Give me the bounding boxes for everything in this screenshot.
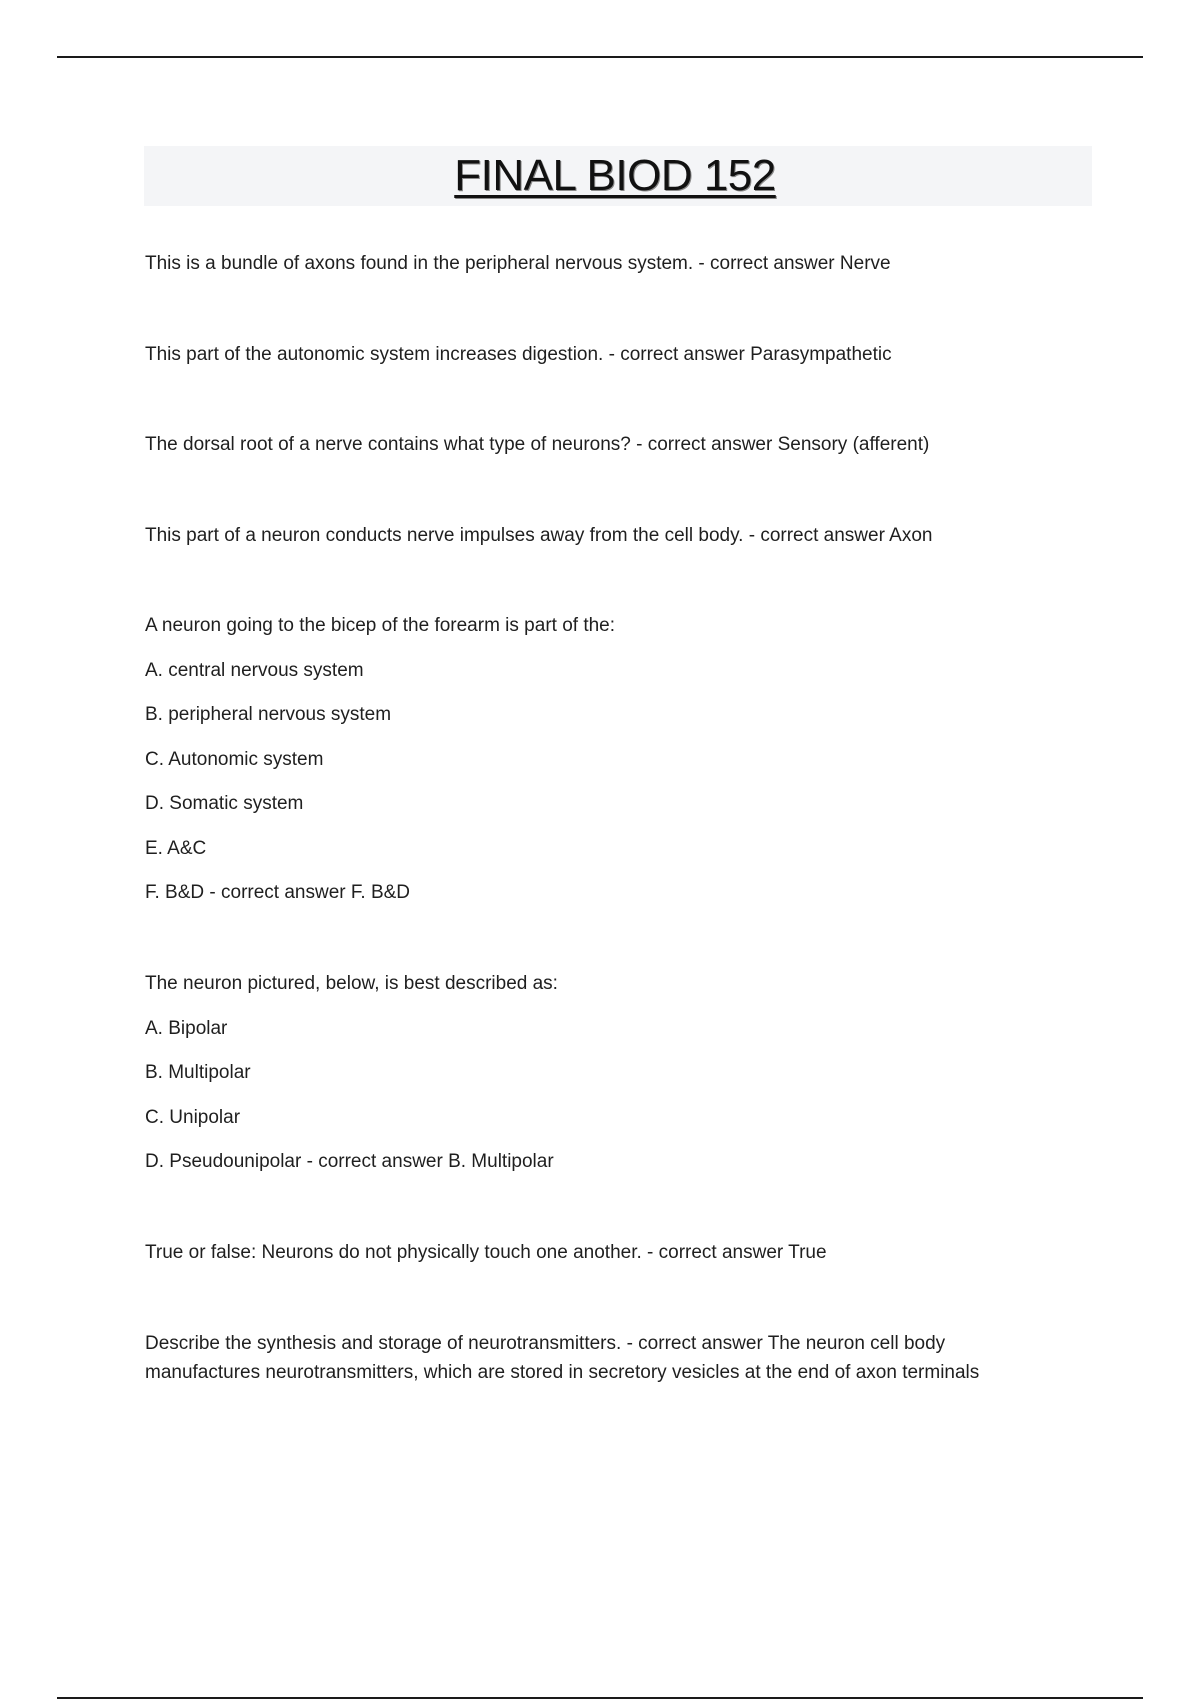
answer-option: B. peripheral nervous system [145, 704, 392, 726]
question-text: The dorsal root of a nerve contains what type of neurons? - correct answer Sensory (afferent) [145, 434, 930, 456]
question-text: This part of the autonomic system increases digestion. - correct answer Parasympathetic [145, 343, 892, 365]
question-text: This is a bundle of axons found in the peripheral nervous system. - correct answer Nerve [145, 253, 891, 274]
answer-option: E. A&C [145, 837, 207, 859]
answer-option: D. Somatic system [145, 793, 304, 815]
header-rule [57, 56, 1143, 58]
question-item [145, 970, 1065, 1176]
question-text: Describe the synthesis and storage of neurotransmitters. - correct answer The neuron cell body manufactures neurotransmitters, which are stored in secretory vesicles at the end of axon terminals [145, 1333, 980, 1384]
document-title: FINAL BIOD 152 [454, 151, 776, 200]
question-item [145, 431, 1065, 459]
question-text: True or false: Neurons do not physically touch one another. - correct answer True [145, 1241, 827, 1263]
document-body [145, 250, 1065, 1450]
question-text: This part of a neuron conducts nerve impulses away from the cell body. - correct answer Axon [145, 524, 933, 546]
question-item [145, 341, 1065, 369]
question-item [145, 522, 1065, 550]
answer-option: A. central nervous system [145, 659, 364, 681]
answer-option: C. Autonomic system [145, 748, 324, 770]
footer-rule [57, 1697, 1143, 1699]
answer-option: D. Pseudounipolar - correct answer B. Multipolar [145, 1151, 554, 1173]
title-band [144, 146, 1092, 206]
question-text: The neuron pictured, below, is best described as: [145, 973, 558, 995]
answer-option: C. Unipolar [145, 1106, 241, 1128]
question-item [145, 1239, 1065, 1267]
answer-option: A. Bipolar [145, 1017, 228, 1039]
question-item [145, 612, 1065, 907]
question-item [145, 250, 1065, 278]
question-item [145, 1329, 1065, 1387]
answer-option: F. B&D - correct answer F. B&D [145, 882, 411, 904]
answer-option: B. Multipolar [145, 1062, 251, 1084]
question-text: A neuron going to the bicep of the forearm is part of the: [145, 615, 616, 637]
